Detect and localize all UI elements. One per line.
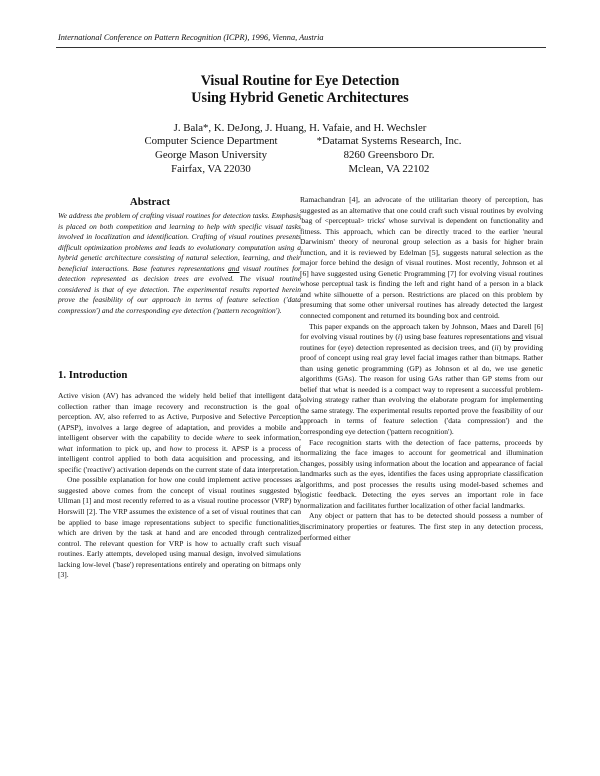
header-rule <box>56 47 546 48</box>
author-list: J. Bala*, K. DeJong, J. Huang, H. Vafaie, and H. Wechsler <box>173 122 427 134</box>
intro-paragraph-1: Active vision (AV) has advanced the widely held belief that intelligent data collection rather than image recovery and reconstruction is the goal of perception. AV, also referred to as Active, Purposive and Selective Perception (APSP), involves a large degree of adaptation, and provides a mobile and intelligent observer with the capability to decide where to seek information, what information to pick up, and how to process it. APSP is a process of intelligent control applied to both data acquisition and processing, and its specific ('reactive') activation depends on the current state of data interpretation. <box>58 391 302 474</box>
affiliation-left <box>136 134 286 176</box>
right-paragraph-1: Ramachandran [4], an advocate of the utilitarian theory of perception, has suggested as an alternative that one could craft such visual routines by evolving 'bag of <perceptual> tricks' whose survival is dependent on functionality and fitness. This approach, which can be directly traced to the earlier 'neural Darwinism' theory of neuronal group selection as a basis for higher brain function, and it is reviewed by Edelman [5], suggests natural selection as the major force behind the design of visual routines. Most recently, Johnson et al [6] have suggested using Genetic Programming [7] for evolving visual routines whose perceptual task is finding the left and right hand of a person in a black and white silhouette of a person. Restrictions are placed on this problem by presuming that some other universal routines has already detected the largest connected component and returned its bounding box and centroid. <box>300 195 543 321</box>
intro-paragraph-2: One possible explanation for how one could implement active processes as suggested above comes from the concept of visual routines suggested by Ullman [1] and most recently referred to as a visual routine processor (VRP) by Horswill [2]. The VRP assumes the existence of a set of visual routines that can be applied to base image representations subject to specific functionalities, which are driven by the task at hand and are encoded through centralized control. The relevant question for VRP is how to actually craft such visual routines. Early attempts, developed using manual design, involved simulations lacking low-level ('base') representations entirely and operating on bitmaps only [3]. <box>58 475 301 580</box>
affiliation-right-line: 8260 Greensboro Dr. <box>343 149 435 161</box>
intro-body <box>58 391 301 581</box>
affiliation-right-line: Mclean, VA 22102 <box>348 163 430 175</box>
section-heading-introduction: 1. Introduction <box>58 369 128 381</box>
abstract-and: and <box>228 263 240 273</box>
affiliation-right <box>304 134 474 176</box>
right-paragraph-4: Any object or pattern that has to be detected should possess a number of discriminatory properties or features. The first step in any detection process, performed either <box>300 511 543 542</box>
conference-header: International Conference on Pattern Recognition (ICPR), 1996, Vienna, Austria <box>58 33 324 42</box>
affiliation-left-line: Fairfax, VA 22030 <box>171 163 251 175</box>
right-paragraph-3: Face recognition starts with the detection of face patterns, proceeds by normalizing the face images to account for geometrical and illumination changes, possibly using information about the location and appearance of facial landmarks such as the eyes, identifies the faces using appropriate classification algorithms, and post processes the results using model-based schemes and logistic feedback. Detecting the eyes serves an important role in face normalization and facilitates further localization of other facial landmarks. <box>300 437 543 510</box>
abstract-text: We address the problem of crafting visual routines for detection tasks. Emphasis is placed on both competition and learning to help with specific visual tasks involved in localization and identification. Crafting of visual routines presents difficult optimization problems and leads to evolutionary computation using a hybrid genetic architecture consisting of natural selection, learning, and their beneficial interactions. Base features representations <box>58 211 301 273</box>
right-column-body <box>300 195 543 543</box>
paper-title-line-2: Using Hybrid Genetic Architectures <box>191 90 409 106</box>
abstract-body <box>58 211 301 316</box>
affiliation-left-line: George Mason University <box>155 149 267 161</box>
abstract-heading: Abstract <box>129 196 171 208</box>
paper-title-line-1: Visual Routine for Eye Detection <box>200 73 400 89</box>
abstract-text-2: visual routines for detection represented as decision trees are evolved. The visual routine considered is that of eye detection. The experimental results reported herein prove the feasibility of our approach in terms of feature selection ('data compression') and the corresponding eye detection ('pattern recognition'). <box>58 263 301 315</box>
right-paragraph-2: This paper expands on the approach taken by Johnson, Maes and Darell [6] for evolving visual routines by (i) using base features representations and visual routines for (eye) detection represented as decision trees, and (ii) by providing proof of concept using real gray level facial images rather than bitmaps. Rather than using genetic programming (GP) as Johnson et al do, we use genetic algorithms (GAs). The reason for using GAs rather than GP stems from our belief that what is needed is a compact way to represent a successful problem-solving strategy rather than evolving the elaborate program for implementing the same strategy. The experimental results reported prove the feasibility of our approach in terms of feature selection ('data compression') and the corresponding eye detection ('pattern recognition'). <box>300 321 544 437</box>
affiliation-left-line: Computer Science Department <box>144 135 278 147</box>
affiliation-right-line: *Datamat Systems Research, Inc. <box>316 135 462 147</box>
